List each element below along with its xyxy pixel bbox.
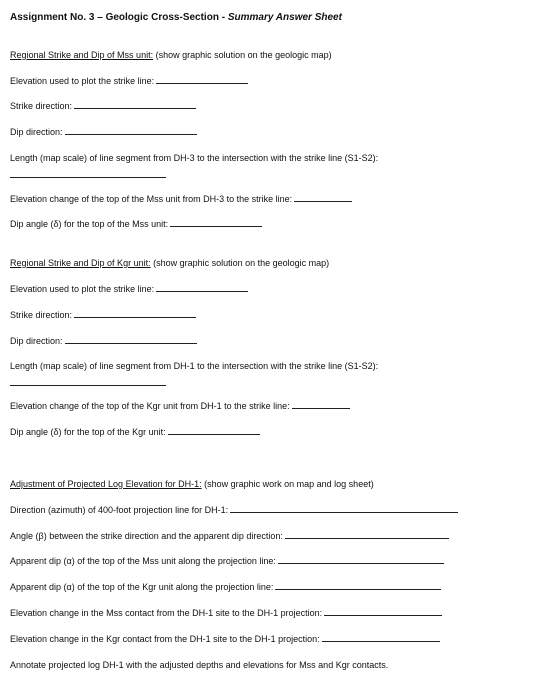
mss-heading-label: Regional Strike and Dip of Mss unit:: [10, 50, 154, 60]
kgr-strike-row: [10, 310, 196, 320]
kgr-dip-blank[interactable]: [65, 342, 197, 344]
kgr-dip-row: [10, 336, 197, 346]
mss-dip-angle-label: Dip angle (δ) for the top of the Mss unit:: [10, 219, 169, 229]
kgr-strike-label: Strike direction:: [10, 310, 73, 320]
adjust-app-dip-kgr-blank[interactable]: [275, 588, 441, 590]
kgr-elev-change-blank[interactable]: [292, 407, 350, 409]
kgr-elev-change-row: [10, 401, 350, 411]
adjust-app-dip-kgr-label: Apparent dip (α) of the top of the Kgr unit along the projection line:: [10, 582, 274, 592]
kgr-length-row: [10, 361, 378, 371]
adjust-elev-mss-blank[interactable]: [324, 614, 442, 616]
mss-elev-change-blank[interactable]: [294, 200, 352, 202]
kgr-dip-angle-row: [10, 427, 260, 437]
mss-dip-blank[interactable]: [65, 133, 197, 135]
adjust-elev-kgr-blank[interactable]: [322, 640, 440, 642]
adjust-elev-kgr-label: Elevation change in the Kgr contact from the DH-1 site to the DH-1 projection:: [10, 634, 320, 644]
kgr-elevation-label: Elevation used to plot the strike line:: [10, 284, 155, 294]
adjust-elev-mss-row: [10, 608, 442, 618]
mss-heading: [10, 50, 332, 60]
kgr-heading-label: Regional Strike and Dip of Kgr unit:: [10, 258, 151, 268]
adjust-direction-label: Direction (azimuth) of 400-foot projection line for DH-1:: [10, 505, 229, 515]
adjust-direction-blank[interactable]: [230, 511, 458, 513]
mss-dip-angle-blank[interactable]: [170, 225, 262, 227]
kgr-dip-angle-blank[interactable]: [168, 433, 260, 435]
kgr-length-label: Length (map scale) of line segment from DH-1 to the intersection with the strike line (S1-S2):: [10, 361, 379, 371]
mss-elevation-label: Elevation used to plot the strike line:: [10, 76, 155, 86]
mss-elevation-row: [10, 76, 248, 86]
adjust-annotate-row: [10, 660, 388, 670]
kgr-dip-angle-label: Dip angle (δ) for the top of the Kgr unit:: [10, 427, 166, 437]
kgr-elevation-blank[interactable]: [156, 290, 248, 292]
adjust-direction-row: [10, 505, 458, 515]
adjust-app-dip-mss-label: Apparent dip (α) of the top of the Mss unit along the projection line:: [10, 556, 276, 566]
kgr-elevation-row: [10, 284, 248, 294]
adjust-heading: [10, 479, 374, 489]
mss-heading-note: (show graphic solution on the geologic map): [153, 50, 332, 60]
adjust-annotate-label: Annotate projected log DH-1 with the adjusted depths and elevations for Mss and Kgr contacts.: [10, 660, 389, 670]
mss-dip-row: [10, 127, 197, 137]
kgr-dip-label: Dip direction:: [10, 336, 63, 346]
mss-length-row: [10, 153, 378, 163]
title-main: Assignment No. 3 – Geologic Cross-Section -: [10, 12, 228, 23]
mss-dip-label: Dip direction:: [10, 127, 63, 137]
mss-elev-change-label: Elevation change of the top of the Mss unit from DH-3 to the strike line:: [10, 194, 293, 204]
mss-elevation-blank[interactable]: [156, 82, 248, 84]
kgr-length-blank[interactable]: [10, 384, 166, 386]
adjust-app-dip-mss-row: [10, 556, 444, 566]
mss-length-label: Length (map scale) of line segment from DH-3 to the intersection with the strike line (S1-S2):: [10, 153, 379, 163]
mss-strike-blank[interactable]: [74, 107, 196, 109]
kgr-heading-note: (show graphic solution on the geologic map): [150, 258, 330, 268]
adjust-heading-label: Adjustment of Projected Log Elevation for DH-1:: [10, 479, 202, 489]
mss-elev-change-row: [10, 194, 352, 204]
adjust-elev-mss-label: Elevation change in the Mss contact from the DH-1 site to the DH-1 projection:: [10, 608, 323, 618]
page-title: [10, 12, 342, 23]
kgr-strike-blank[interactable]: [74, 316, 196, 318]
adjust-angle-blank[interactable]: [285, 537, 449, 539]
title-italic: Summary Answer Sheet: [227, 12, 342, 23]
mss-dip-angle-row: [10, 219, 262, 229]
mss-strike-row: [10, 101, 196, 111]
adjust-angle-row: [10, 531, 449, 541]
kgr-heading: [10, 258, 329, 268]
mss-strike-label: Strike direction:: [10, 101, 73, 111]
adjust-heading-note: (show graphic work on map and log sheet): [201, 479, 374, 489]
adjust-elev-kgr-row: [10, 634, 440, 644]
kgr-elev-change-label: Elevation change of the top of the Kgr unit from DH-1 to the strike line:: [10, 401, 290, 411]
adjust-app-dip-kgr-row: [10, 582, 441, 592]
adjust-app-dip-mss-blank[interactable]: [278, 562, 444, 564]
adjust-angle-label: Angle (β) between the strike direction and the apparent dip direction:: [10, 531, 283, 541]
mss-length-blank[interactable]: [10, 176, 166, 178]
